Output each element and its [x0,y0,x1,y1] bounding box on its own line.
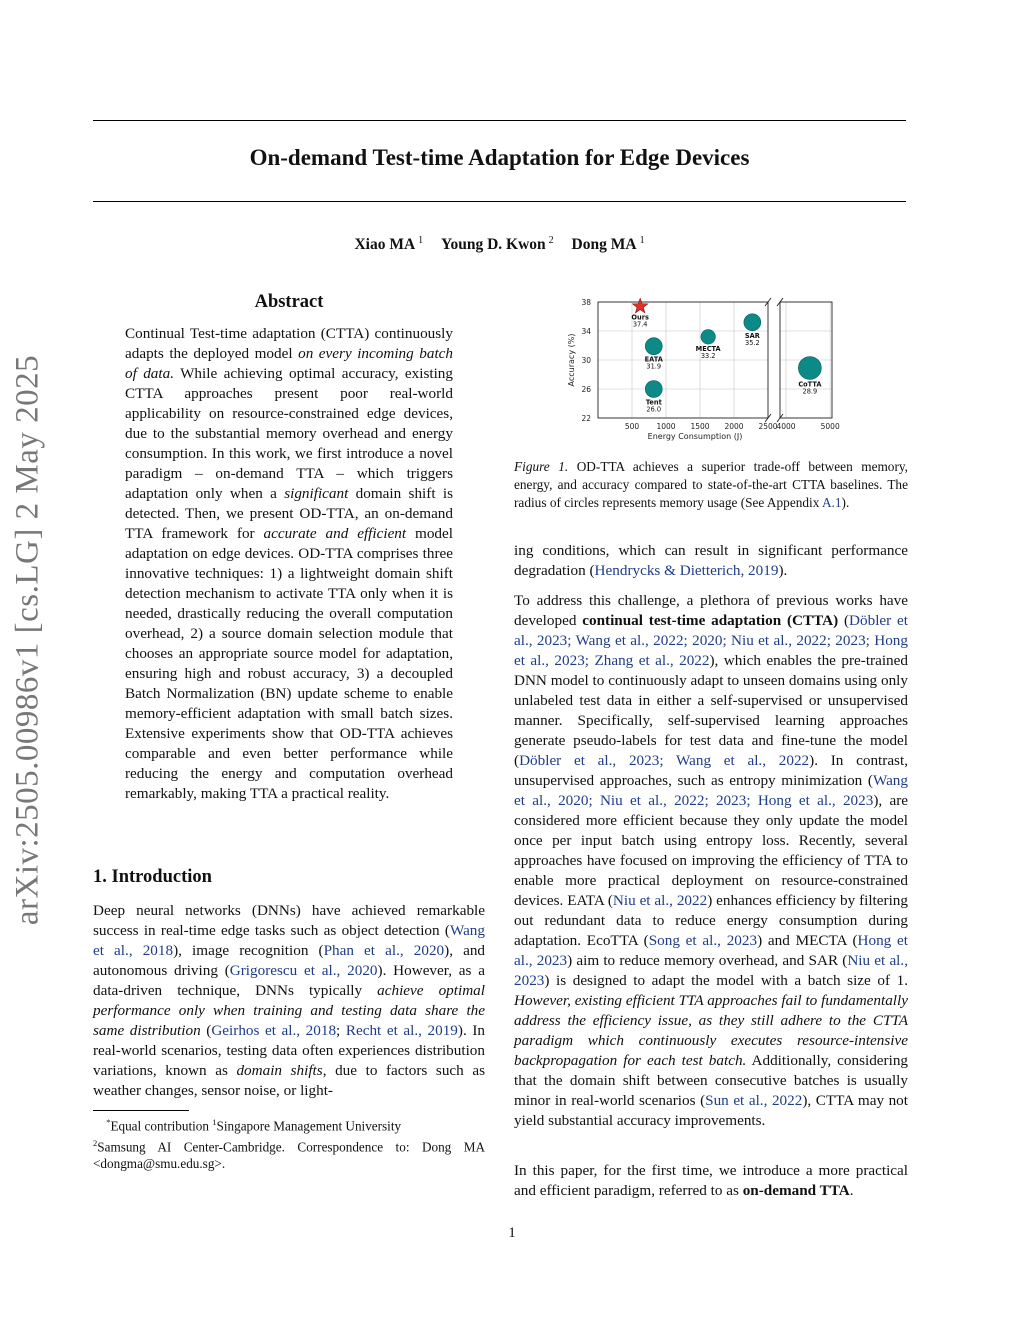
point-name-label: EATA [644,355,663,364]
appendix-link[interactable]: A.1 [821,495,842,510]
y-tick-label: 34 [581,327,591,336]
section-heading-introduction: 1. Introduction [93,867,212,887]
point-name-label: MECTA [695,345,721,354]
citation-link[interactable]: Sun et al., 2022 [705,1092,803,1109]
citation-link[interactable]: Wang et al., 2020; Niu et al., 2022; 2023; Hong et al., 2023 [514,772,908,809]
figure-1-chart [560,296,850,448]
footnote-rule [93,1110,189,1111]
point-sar [744,314,761,331]
author: Young D. Kwon $^2$ [441,235,554,253]
author: Xiao MA $^1$ [354,235,424,253]
point-value-label: 26.0 [646,405,662,414]
y-tick-label: 30 [581,356,591,365]
citation-link[interactable]: Hong et al., 2023 [514,932,908,969]
point-value-label: 33.2 [700,352,716,361]
x-tick-label: 1500 [690,422,710,431]
title-rule [93,201,906,202]
figure-caption: Figure 1. OD-TTA achieves a superior trade-off between memory, energy, and accuracy compared to state-of-the-art CTTA baselines. The radius of circles represents memory usage (See Appendix A.1). [514,459,908,510]
point-value-label: 35.2 [745,338,760,347]
point-name-label: CoTTA [798,380,822,389]
abstract-text: Continual Test-time adaptation (CTTA) continuously adapts the deployed model on every incoming batch of data. While achieving optimal accuracy, existing CTTA approaches present poor real-world applicability on resource-constrained edge devices, due to the substantial memory overhead and energy consumption. In this work, we first introduce a novel paradigm – on-demand TTA – which triggers adaptation only when a significant domain shift is detected. Then, we present OD-TTA, an on-demand TTA framework for accurate and efficient model adaptation on edge devices. OD-TTA comprises three innovative techniques: 1) a lightweight domain shift detection mechanism to activate TTA only when it is needed, drastically reducing the overall computation overhead, 2) a source domain selection module that chooses an appropriate source model for adaptation, ensuring high and robust accuracy, 3) a decoupled Batch Normalization (BN) update scheme to enable memory-efficient adaptation with small batch sizes. Extensive experiments show that OD-TTA achieves comparable and even better performance while reducing the energy and computation overhead remarkably, making TTA a practical reality. [125,325,453,802]
citation-link[interactable]: Phan et al., 2020 [323,942,445,959]
citation-link[interactable]: Niu et al., 2023 [514,952,908,989]
page-number: 1 [508,1225,516,1241]
x-tick-label: 1000 [656,422,676,431]
x-tick-label: 4000 [776,422,796,431]
x-axis-label: Energy Consumption (J) [647,432,743,441]
y-tick-label: 38 [581,298,591,307]
point-mecta [701,330,715,344]
footnote: *Equal contribution $^1$Singapore Management University $^2$Samsung AI Center-Cambridge. Correspondence to: Dong MA <dongma@smu.edu.sg>. [93,1117,485,1171]
citation-link[interactable]: Recht et al., 2019 [345,1022,458,1039]
citation-link[interactable]: Geirhos et al., 2018 [211,1022,337,1039]
citation-link[interactable]: Niu et al., 2022 [612,892,708,909]
right-column-paragraph-2: To address this challenge, a plethora of previous works have developed continual test-time adaptation (CTTA) (Döbler et al., 2023; Wang et al., 2022; 2020; Niu et al., 2022; 2023; Hong et al., 2023; Zhang et al., 2022), which enables the pre-trained DNN model to continuously adapt to unseen domains using only unlabeled test data in either a self-supervised or unsupervised manner. Specifically, self-supervised learning approaches generate pseudo-labels for test data and fine-tune the model (Döbler et al., 2023; Wang et al., 2022). In contrast, unsupervised approaches, such as entropy minimization (Wang et al., 2020; Niu et al., 2022; 2023; Hong et al., 2023), are considered more efficient because they only update the model once per input batch using entropy loss. Recently, several approaches have focused on improving the efficiency of TTA to enable more practical deployment on resource-constrained devices. EATA (Niu et al., 2022) enhances efficiency by filtering out redundant data to reduce energy consumption during adaptation. EcoTTA (Song et al., 2023) and MECTA (Hong et al., 2023) aim to reduce memory overhead, and SAR (Niu et al., 2023) is designed to adapt the model with a batch size of 1. However, existing efficient TTA approaches fail to fundamentally address the efficiency issue, as they still adhere to the CTTA paradigm which continuously executes resource-intensive backpropagation for each test batch. Additionally, considering that the domain shift between consecutive batches is usually minor in real-world scenarios (Sun et al., 2022), CTTA may not yield substantial accuracy improvements. [514,592,909,1129]
right-column-paragraph-1: ing conditions, which can result in significant performance degradation (Hendrycks & Dietterich, 2019). [514,542,908,579]
right-column-paragraph-3: In this paper, for the first time, we introduce a more practical and efficient paradigm, referred to as on-demand TTA. [514,1162,908,1199]
point-value-label: 31.9 [646,362,662,371]
citation-link[interactable]: Hendrycks & Dietterich, 2019 [594,562,779,579]
x-tick-label: 2000 [724,422,744,431]
y-tick-label: 22 [581,414,591,423]
citation-link[interactable]: Döbler et al., 2023; Wang et al., 2022 [519,752,810,769]
x-tick-label: 2500 [758,422,778,431]
star-marker-ours [633,298,648,312]
top-rule [93,120,906,121]
point-value-label: 28.9 [802,387,818,396]
introduction-text: Deep neural networks (DNNs) have achieved remarkable success in real-time edge tasks such as object detection (Wang et al., 2018), image recognition (Phan et al., 2020), and autonomous driving (Grigorescu et al., 2020). However, as a data-driven technique, DNNs typically achieve optimal performance only when training and testing data share the same distribution (Geirhos et al., 2018; Recht et al., 2019). In real-world scenarios, testing data often experiences distribution variations, known as domain shifts, due to factors such as weather changes, sensor noise, or light- [93,902,486,1099]
point-eata [645,338,662,355]
author-list [93,235,906,254]
arxiv-stamp: arXiv:2505.00986v1 [cs.LG] 2 May 2025 [9,354,46,926]
point-name-label: SAR [744,331,760,340]
point-value-label: 37.4 [632,320,648,329]
abstract-heading: Abstract [254,292,324,312]
citation-link[interactable]: Wang et al., 2018 [93,922,485,959]
y-axis-label: Accuracy (%) [567,333,576,387]
x-tick-label: 500 [624,422,640,431]
citation-link[interactable]: Grigorescu et al., 2020 [229,962,378,979]
point-name-label: Ours [631,313,649,322]
x-tick-label: 5000 [820,422,840,431]
y-tick-label: 26 [581,385,591,394]
point-tent [645,381,662,398]
author: Dong MA $^1$ [571,235,645,253]
point-cotta [798,357,821,380]
point-name-label: Tent [645,398,662,407]
citation-link[interactable]: Döbler et al., 2023; Wang et al., 2022; 2020; Niu et al., 2022; 2023; Hong et al., 2023; Zhang et al., 2022 [514,612,908,669]
citation-link[interactable]: Song et al., 2023 [648,932,758,949]
paper-title: On-demand Test-time Adaptation for Edge Devices [249,145,750,170]
